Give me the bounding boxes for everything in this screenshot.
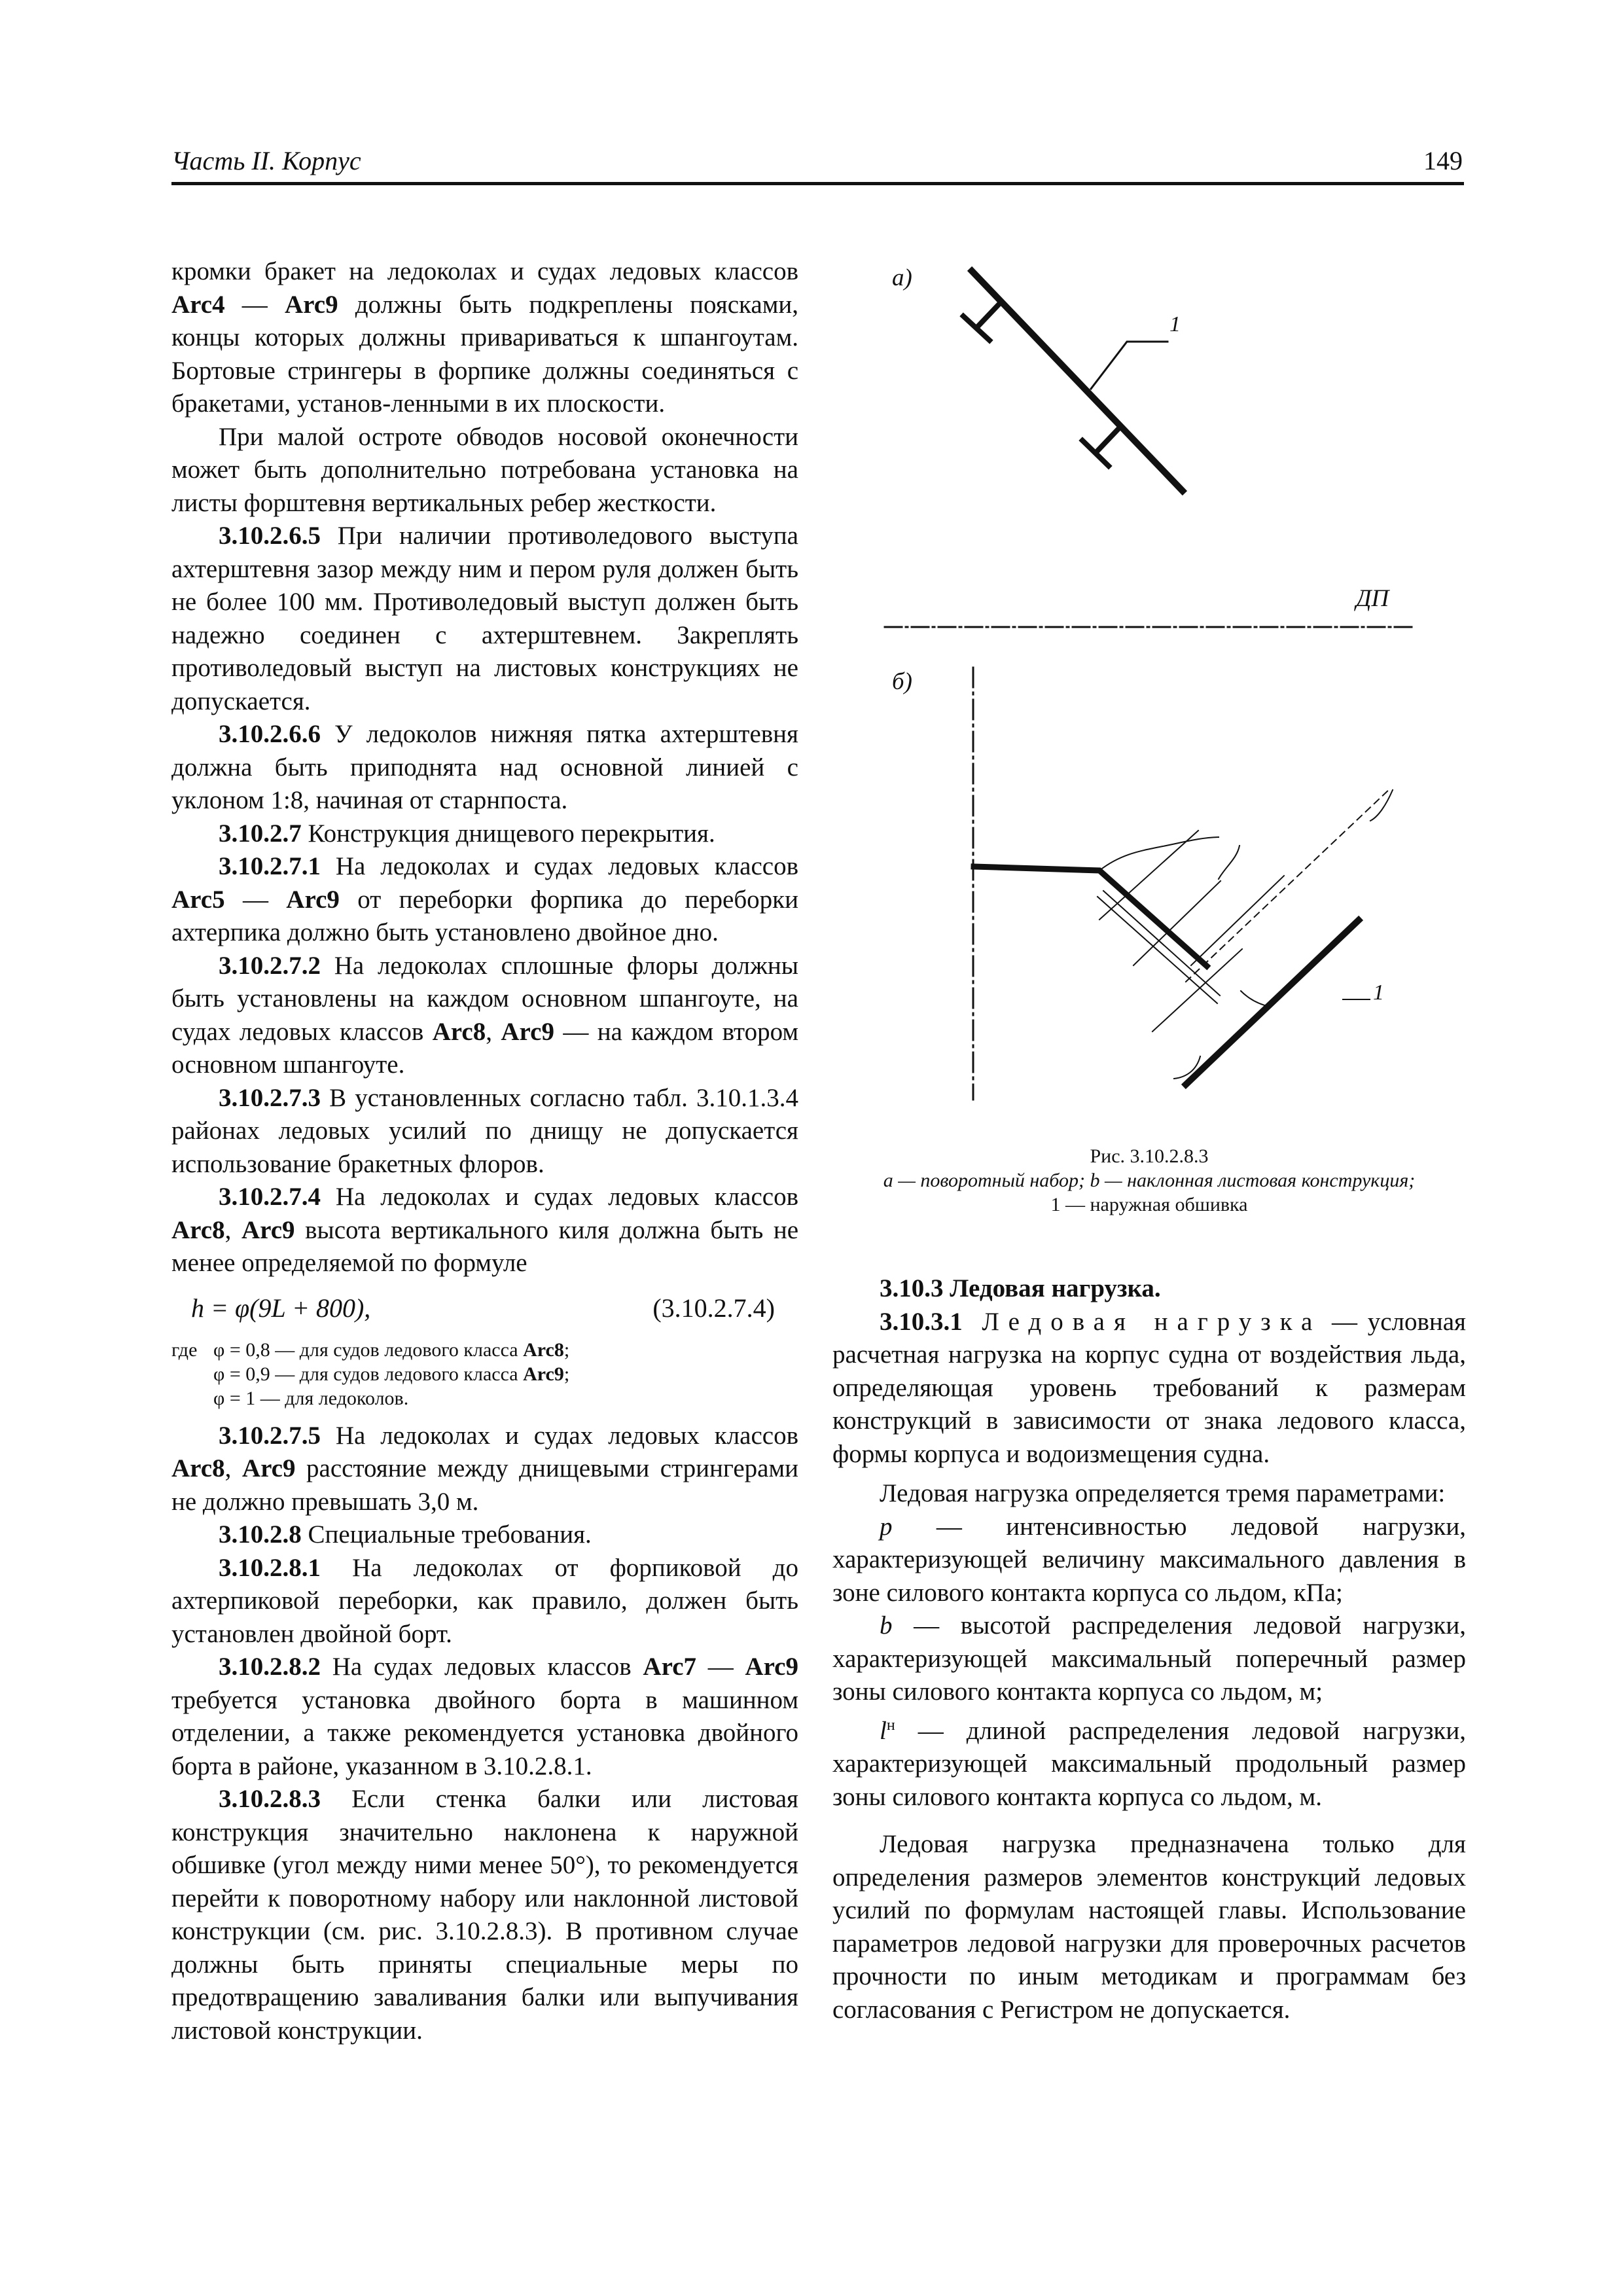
paragraph: 3.10.2.8.2 На судах ледовых классов Arc7 — Arc9 требуется установка двойного борта в машинном отделении, а также рекомендуется установка двойного борта в районе, указанном в 3.10.2.8.1. [171,1653,798,1780]
section-heading: 3.10.3 Ледовая нагрузка. [880,1274,1161,1302]
break-line-1 [1219,846,1240,879]
paragraph: 3.10.2.7.3 В установленных согласно табл. 3.10.1.3.4 районах ледовых усилий по днищу не допускается использование бракетных флоров. [171,1083,798,1178]
figure-caption [832,1144,1466,1217]
formula-expression: h = φ(9L + 800), [191,1293,371,1323]
paragraph: кромки бракет на ледоколах и судах ледовых классов Arc4 — Arc9 должны быть подкреплены поясками, концы которых должны привариваться к шпангоутам. Бортовые стрингеры в форпике должны соединяться с бракетами, установ-ленными в их плоскости. [171,257,798,418]
plate-edge-5 [1099,831,1198,920]
running-title: Часть II. Корпус [171,146,361,175]
paragraph: 3.10.2.7 Конструкция днищевого перекрытия. [219,819,715,848]
paragraph: 3.10.2.7.4 На ледоколах и судах ледовых классов Arc8, Arc9 высота вертикального киля должна быть не менее определяемой по формуле [171,1183,799,1277]
caption-line: 1 — наружная обшивка [1050,1194,1248,1215]
paragraph: 3.10.3.1 Ледовая нагрузка — условная расчетная нагрузка на корпус судна от воздействия льда, определяющая уровень требований к размерам конструкций в зависимости от знака ледового класса, формы корпуса и водоизмещения судна. [832,1307,1466,1468]
leader-1a [1091,342,1168,389]
callout-1-b: 1 [1373,980,1384,1005]
paragraph: Ледовая нагрузка определяется тремя параметрами: [880,1479,1446,1507]
formula-number: (3.10.2.7.4) [652,1293,775,1323]
paragraph: $l^н$ — длиной распределения ледовой нагрузки, характеризующей максимальный продольный размер зоны силового контакта корпуса со льдом, м. [832,1716,1466,1811]
figure-3-10-2-8-3 [832,249,1466,1230]
formula-legend: где φ = 0,8 — для судов ледового класса Arc8; φ = 0,9 — для судов ледового класса Arc9; φ = 1 — для ледоколов. [171,1338,570,1409]
plate-edge-1 [1103,891,1220,996]
paragraph: 3.10.2.8 Специальные требования. [219,1520,592,1549]
paragraph: b — высотой распределения ледовой нагрузки, характеризующей максимальный поперечный размер зоны силового контакта корпуса со льдом, м; [832,1611,1466,1706]
paragraph: 3.10.2.6.6 У ледоколов нижняя пятка ахтерштевня должна быть приподнята над основной линией с уклоном 1:8, начиная от старнпоста. [171,720,798,814]
paragraph: 3.10.2.7.1 На ледоколах и судах ледовых классов Arc5 — Arc9 от переборки форпика до переборки ахтерпика должно быть установлено двойное дно. [171,852,799,946]
formula [171,1292,798,1329]
plate-edge-3 [1191,876,1284,965]
callout-1-a: 1 [1169,312,1181,336]
paragraph: 3.10.2.8.3 Если стенка балки или листовая конструкция значительно наклонена к наружной обшивке (угол между ними менее 50°), то рекомендуется перейти к поворотному набору или наклонной листовой конструкции (см. рис. 3.10.2.8.3). В противном случае должны быть приняты специальные меры по предотвращению заваливания балки или выпучивания листовой конструкции. [171,1785,798,2045]
paragraph: 3.10.2.7.2 На ледоколах сплошные флоры должны быть установлены на каждом основном шпангоуте, на судах ледовых классов Arc8, Arc9 — на каждом втором основном шпангоуте. [171,951,799,1079]
paragraph: p — интенсивностью ледовой нагрузки, характеризующей величину максимального давления в зоне силового контакта корпуса со льдом, кПа; [832,1512,1466,1607]
plate-edge-4 [1133,881,1221,965]
page-header [171,143,1464,185]
caption-title: Рис. 3.10.2.8.3 [1090,1145,1209,1167]
inner-bottom-b [974,867,1207,966]
plate-edge-2 [1097,897,1217,1003]
paragraph: 3.10.2.8.1 На ледоколах от форпиковой до ахтерпиковой переборки, как правило, должен быть установлен двойной борт. [171,1553,798,1648]
leader-curve [1241,991,1270,1007]
paragraph: При малой остроте обводов носовой оконечности может быть дополнительно потребована установка на листы форштевня вертикальных ребер жесткости. [171,422,798,517]
caption-line: а — поворотный набор; b — наклонная листовая конструкция; [883,1170,1416,1191]
left-column [171,255,798,2047]
shell-plating-a [972,271,1183,491]
page-number: 149 [1423,146,1463,175]
dp-label: ДП [1356,585,1389,612]
figure-drawing [832,249,1466,1230]
paragraph: 3.10.2.6.5 При наличии противоледового выступа ахтерштевня зазор между ним и пером руля должен быть не более 100 мм. Противоледовый выступ должен быть надежно соединен с ахтерштевнем. Закреплять противоледовый выступ на листовых конструкциях не допускается. [171,522,798,715]
right-column [832,1272,1466,2026]
break-line-4 [1370,790,1393,821]
figure-label-b: б) [892,668,912,695]
frame-web-a1 [976,302,1001,328]
frame-web-a2 [1096,427,1120,453]
figure-label-a: а) [892,264,912,291]
paragraph: Ледовая нагрузка предназначена только для определения размеров элементов конструкций ледовых усилий по формулам настоящей главы. Использование параметров ледовой нагрузки для проверочных расчетов прочности по иным методикам и программам без согласования с Регистром не допускается. [832,1830,1466,2024]
paragraph: 3.10.2.7.5 На ледоколах и судах ледовых классов Arc8, Arc9 расстояние между днищевыми стрингерами не должно превышать 3,0 м. [171,1421,799,1516]
